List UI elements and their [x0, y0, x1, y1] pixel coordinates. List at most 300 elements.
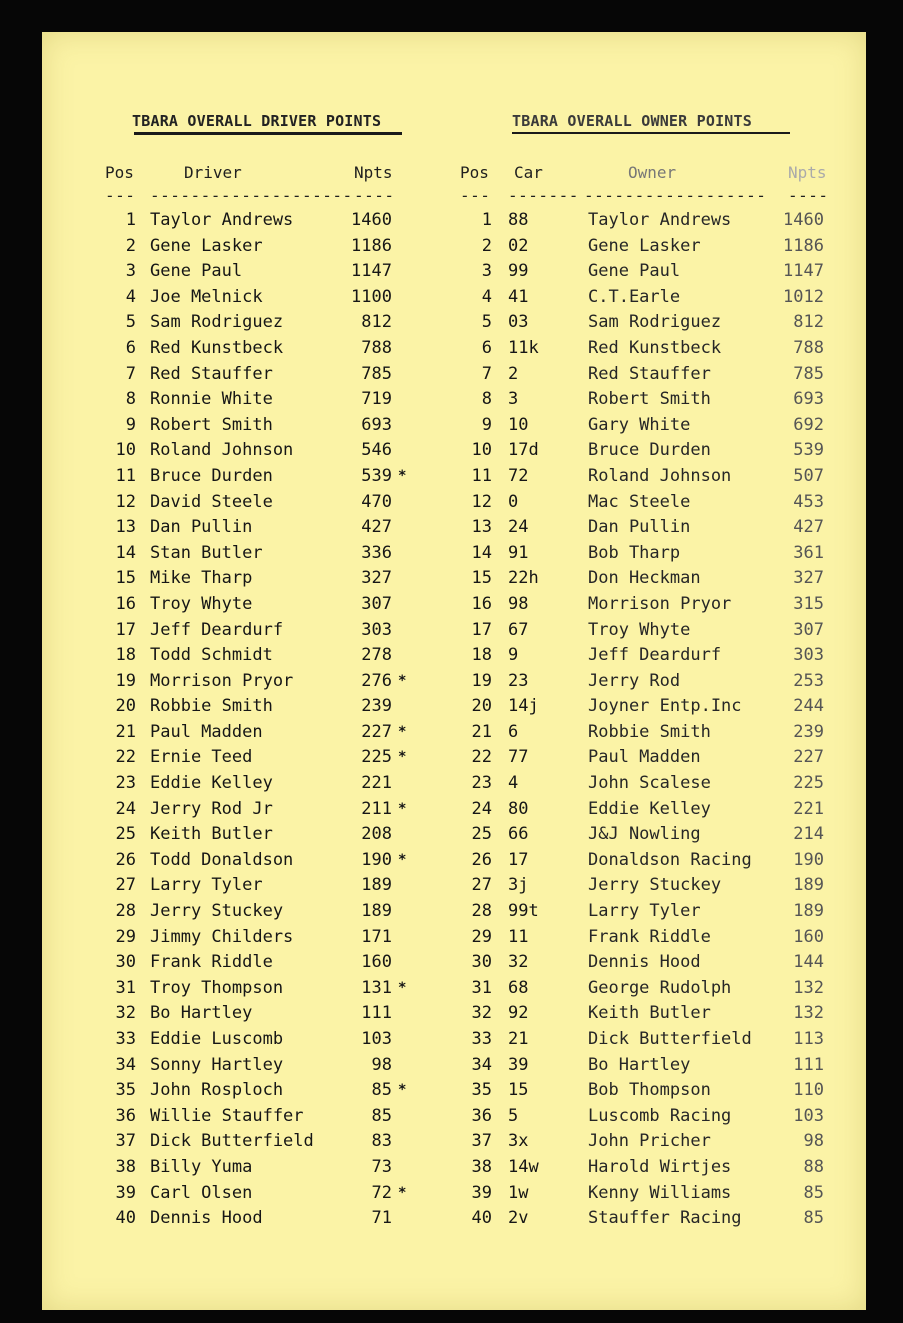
owner-name: Gary White — [588, 414, 691, 435]
owner-name: George Rudolph — [588, 977, 732, 998]
owner-npts: 132 — [793, 1003, 824, 1024]
owner-npts: 315 — [793, 593, 824, 614]
driver-star-mark: * — [398, 723, 407, 740]
driver-npts: 190 — [361, 849, 392, 870]
owner-npts: 103 — [793, 1105, 824, 1126]
driver-name: Red Kunstbeck — [150, 337, 284, 358]
owner-npts: 214 — [793, 824, 824, 845]
owner-name: Red Kunstbeck — [588, 337, 722, 358]
driver-npts: 98 — [371, 1054, 392, 1075]
owner-name: Gene Paul — [588, 261, 681, 282]
driver-npts: 131 — [361, 977, 392, 998]
driver-npts: 189 — [361, 875, 392, 896]
driver-star-mark: * — [398, 467, 407, 484]
owner-name: Don Heckman — [588, 568, 701, 589]
table-row — [42, 645, 866, 671]
owner-name: Jerry Stuckey — [588, 875, 722, 896]
driver-name: Dick Butterfield — [150, 1131, 314, 1152]
driver-pos: 25 — [115, 824, 136, 845]
driver-pos: 20 — [115, 696, 136, 717]
driver-name: Paul Madden — [150, 721, 263, 742]
driver-npts: 693 — [361, 414, 392, 435]
driver-pos: 5 — [125, 312, 136, 333]
car-number: 72 — [508, 465, 529, 486]
owner-npts: 539 — [793, 440, 824, 461]
owner-title-underline — [512, 132, 790, 134]
driver-name: Robbie Smith — [150, 696, 273, 717]
driver-name: Troy Thompson — [150, 977, 284, 998]
driver-name: Billy Yuma — [150, 1156, 253, 1177]
owner-name: Troy Whyte — [588, 619, 691, 640]
car-number: 03 — [508, 312, 529, 333]
driver-npts: 719 — [361, 389, 392, 410]
car-number: 2v — [508, 1208, 529, 1229]
driver-pos: 23 — [115, 773, 136, 794]
driver-pos: 18 — [115, 645, 136, 666]
car-number: 66 — [508, 824, 529, 845]
car-number: 14j — [508, 696, 539, 717]
owner-pos: 1 — [481, 210, 492, 230]
owner-name: John Scalese — [588, 773, 711, 794]
driver-name: Todd Schmidt — [150, 645, 273, 666]
driver-pos: 9 — [125, 414, 136, 435]
car-number: 68 — [508, 977, 529, 998]
owner-npts: 244 — [793, 696, 824, 717]
driver-npts: 1460 — [351, 210, 392, 230]
owner-npts: 132 — [793, 977, 824, 998]
driver-pos: 40 — [115, 1208, 136, 1229]
driver-name: Eddie Kelley — [150, 773, 273, 794]
owner-pos: 22 — [471, 747, 492, 768]
owner-npts: 307 — [793, 619, 824, 640]
driver-name: Sam Rodriguez — [150, 312, 284, 333]
car-number: 99t — [508, 901, 539, 922]
owner-name: C.T.Earle — [588, 286, 681, 307]
driver-pos: 29 — [115, 926, 136, 947]
owner-pos: 17 — [471, 619, 492, 640]
owner-name: Harold Wirtjes — [588, 1156, 732, 1177]
driver-name: Gene Paul — [150, 261, 243, 282]
driver-npts: 327 — [361, 568, 392, 589]
driver-npts: 546 — [361, 440, 392, 461]
owner-npts: 1012 — [783, 286, 824, 307]
driver-star-mark: * — [398, 979, 407, 996]
owner-npts: 1147 — [783, 261, 824, 282]
owner-name: Bo Hartley — [588, 1054, 691, 1075]
owner-npts: 812 — [793, 312, 824, 333]
owner-npts: 190 — [793, 849, 824, 870]
driver-pos: 12 — [115, 491, 136, 512]
car-number: 14w — [508, 1156, 539, 1177]
driver-pos: 8 — [125, 389, 136, 410]
owner-name: Mac Steele — [588, 491, 691, 512]
driver-name: Keith Butler — [150, 824, 273, 845]
driver-pos: 7 — [125, 363, 136, 384]
driver-pos: 10 — [115, 440, 136, 461]
driver-name: Jerry Rod Jr — [150, 798, 273, 819]
owner-name: Keith Butler — [588, 1003, 711, 1024]
table-row — [42, 850, 866, 876]
owner-pos: 2 — [481, 235, 492, 256]
owner-name: Dennis Hood — [588, 952, 701, 973]
driver-name: Roland Johnson — [150, 440, 294, 461]
owner-pos: 18 — [471, 645, 492, 666]
driver-npts: 111 — [361, 1003, 392, 1024]
driver-npts: 239 — [361, 696, 392, 717]
table-row — [42, 671, 866, 697]
driver-points-title: TBARA OVERALL DRIVER POINTS — [132, 112, 382, 130]
owner-npts: 221 — [793, 798, 824, 819]
driver-name: Jeff Deardurf — [150, 619, 284, 640]
driver-npts: 1186 — [351, 235, 392, 256]
owner-name: Eddie Kelley — [588, 798, 711, 819]
driver-pos: 24 — [115, 798, 136, 819]
driver-name: Mike Tharp — [150, 568, 253, 589]
owner-pos: 12 — [471, 491, 492, 512]
owner-npts: 225 — [793, 773, 824, 794]
driver-name: Jerry Stuckey — [150, 901, 284, 922]
dash-pos-owner: --- — [460, 186, 491, 205]
owner-npts: 453 — [793, 491, 824, 512]
driver-npts: 812 — [361, 312, 392, 333]
owner-npts: 227 — [793, 747, 824, 768]
driver-name: Eddie Luscomb — [150, 1029, 284, 1049]
driver-pos: 3 — [125, 261, 136, 282]
owner-name: Bruce Durden — [588, 440, 711, 461]
owner-name: Robert Smith — [588, 389, 711, 410]
driver-npts: 278 — [361, 645, 392, 666]
table-row — [42, 696, 866, 722]
driver-pos: 22 — [115, 747, 136, 768]
standings-table — [42, 210, 866, 1234]
driver-pos: 2 — [125, 235, 136, 256]
owner-name: Bob Tharp — [588, 542, 681, 563]
driver-npts: 72 — [371, 1182, 392, 1203]
driver-npts: 427 — [361, 517, 392, 538]
car-number: 23 — [508, 670, 529, 691]
owner-name: Frank Riddle — [588, 926, 711, 947]
owner-npts: 160 — [793, 926, 824, 947]
table-row — [42, 517, 866, 543]
driver-name: Carl Olsen — [150, 1182, 253, 1203]
owner-name: Robbie Smith — [588, 721, 711, 742]
driver-npts: 785 — [361, 363, 392, 384]
driver-pos: 6 — [125, 337, 136, 358]
driver-name: Red Stauffer — [150, 363, 273, 384]
driver-npts: 336 — [361, 542, 392, 563]
driver-name: David Steele — [150, 491, 273, 512]
table-row — [42, 620, 866, 646]
owner-pos: 30 — [471, 952, 492, 973]
owner-pos: 21 — [471, 721, 492, 742]
owner-name: Stauffer Racing — [588, 1208, 742, 1229]
driver-pos: 37 — [115, 1131, 136, 1152]
owner-pos: 26 — [471, 849, 492, 870]
driver-name: Ernie Teed — [150, 747, 253, 768]
owner-name: J&J Nowling — [588, 824, 701, 845]
owner-npts: 189 — [793, 875, 824, 896]
owner-pos: 16 — [471, 593, 492, 614]
driver-npts: 71 — [371, 1208, 392, 1229]
table-row — [42, 901, 866, 927]
table-row — [42, 389, 866, 415]
owner-npts: 85 — [803, 1182, 824, 1203]
driver-name: Frank Riddle — [150, 952, 273, 973]
driver-name: Sonny Hartley — [150, 1054, 284, 1075]
table-row — [42, 415, 866, 441]
car-number: 32 — [508, 952, 529, 973]
owner-pos: 34 — [471, 1054, 492, 1075]
car-number: 5 — [508, 1105, 519, 1126]
driver-name: Dan Pullin — [150, 517, 253, 538]
owner-name: Dan Pullin — [588, 517, 691, 538]
table-row — [42, 773, 866, 799]
owner-npts: 693 — [793, 389, 824, 410]
car-number: 02 — [508, 235, 529, 256]
driver-npts: 225 — [361, 747, 392, 768]
owner-pos: 36 — [471, 1105, 492, 1126]
table-row — [42, 952, 866, 978]
owner-name: Paul Madden — [588, 747, 701, 768]
owner-npts: 253 — [793, 670, 824, 691]
driver-name: Morrison Pryor — [150, 670, 294, 691]
car-number: 17d — [508, 440, 539, 461]
driver-npts: 788 — [361, 337, 392, 358]
car-number: 1w — [508, 1182, 529, 1203]
owner-npts: 427 — [793, 517, 824, 538]
car-number: 24 — [508, 517, 529, 538]
header-driver: Driver — [184, 163, 242, 182]
table-row — [42, 312, 866, 338]
driver-star-mark: * — [398, 800, 407, 817]
owner-npts: 189 — [793, 901, 824, 922]
owner-name: Joyner Entp.Inc — [588, 696, 742, 717]
driver-pos: 38 — [115, 1156, 136, 1177]
car-number: 11k — [508, 337, 539, 358]
owner-npts: 1186 — [783, 235, 824, 256]
table-row — [42, 568, 866, 594]
driver-star-mark: * — [398, 851, 407, 868]
driver-pos: 33 — [115, 1029, 136, 1049]
driver-npts: 227 — [361, 721, 392, 742]
header-npts-owner: Npts — [788, 163, 827, 182]
owner-name: Donaldson Racing — [588, 849, 752, 870]
driver-pos: 16 — [115, 593, 136, 614]
table-row — [42, 927, 866, 953]
driver-name: John Rosploch — [150, 1080, 284, 1101]
driver-star-mark: * — [398, 1184, 407, 1201]
driver-name: Robert Smith — [150, 414, 273, 435]
owner-pos: 15 — [471, 568, 492, 589]
car-number: 77 — [508, 747, 529, 768]
owner-name: Jeff Deardurf — [588, 645, 722, 666]
dash-owner: ------------------ — [584, 186, 767, 205]
table-row — [42, 824, 866, 850]
driver-npts: 303 — [361, 619, 392, 640]
points-sheet — [42, 32, 866, 1310]
owner-pos: 37 — [471, 1131, 492, 1152]
driver-star-mark: * — [398, 1082, 407, 1099]
owner-pos: 38 — [471, 1156, 492, 1177]
driver-npts: 1147 — [351, 261, 392, 282]
owner-name: Red Stauffer — [588, 363, 711, 384]
owner-npts: 110 — [793, 1080, 824, 1101]
driver-name: Bo Hartley — [150, 1003, 253, 1024]
driver-star-mark: * — [398, 749, 407, 766]
owner-npts: 507 — [793, 465, 824, 486]
car-number: 4 — [508, 773, 519, 794]
owner-name: Kenny Williams — [588, 1182, 732, 1203]
driver-pos: 19 — [115, 670, 136, 691]
table-row — [42, 799, 866, 825]
owner-name: Larry Tyler — [588, 901, 701, 922]
table-row — [42, 236, 866, 262]
driver-pos: 11 — [115, 465, 136, 486]
driver-npts: 276 — [361, 670, 392, 691]
car-number: 21 — [508, 1029, 529, 1049]
driver-npts: 160 — [361, 952, 392, 973]
table-row — [42, 722, 866, 748]
car-number: 15 — [508, 1080, 529, 1101]
car-number: 17 — [508, 849, 529, 870]
owner-npts: 303 — [793, 645, 824, 666]
car-number: 9 — [508, 645, 519, 666]
owner-pos: 13 — [471, 517, 492, 538]
table-row — [42, 338, 866, 364]
table-row — [42, 492, 866, 518]
driver-pos: 27 — [115, 875, 136, 896]
driver-npts: 103 — [361, 1029, 392, 1049]
owner-pos: 6 — [481, 337, 492, 358]
owner-npts: 239 — [793, 721, 824, 742]
car-number: 67 — [508, 619, 529, 640]
car-number: 0 — [508, 491, 519, 512]
driver-npts: 307 — [361, 593, 392, 614]
owner-pos: 4 — [481, 286, 492, 307]
dash-npts-owner: ---- — [788, 186, 829, 205]
owner-npts: 85 — [803, 1208, 824, 1229]
table-row — [42, 543, 866, 569]
driver-name: Willie Stauffer — [150, 1105, 304, 1126]
table-row — [42, 1183, 866, 1209]
car-number: 99 — [508, 261, 529, 282]
car-number: 11 — [508, 926, 529, 947]
driver-npts: 208 — [361, 824, 392, 845]
table-row — [42, 1029, 866, 1055]
owner-pos: 19 — [471, 670, 492, 691]
owner-pos: 5 — [481, 312, 492, 333]
driver-pos: 17 — [115, 619, 136, 640]
driver-name: Taylor Andrews — [150, 210, 294, 230]
owner-name: Jerry Rod — [588, 670, 681, 691]
table-row — [42, 978, 866, 1004]
owner-pos: 3 — [481, 261, 492, 282]
table-row — [42, 875, 866, 901]
owner-npts: 327 — [793, 568, 824, 589]
driver-npts: 85 — [371, 1080, 392, 1101]
driver-name: Larry Tyler — [150, 875, 263, 896]
header-pos: Pos — [105, 163, 134, 182]
driver-npts: 73 — [371, 1156, 392, 1177]
owner-pos: 9 — [481, 414, 492, 435]
table-row — [42, 210, 866, 236]
table-row — [42, 1080, 866, 1106]
driver-pos: 15 — [115, 568, 136, 589]
driver-pos: 4 — [125, 286, 136, 307]
driver-pos: 26 — [115, 849, 136, 870]
table-row — [42, 1055, 866, 1081]
owner-pos: 10 — [471, 440, 492, 461]
car-number: 3 — [508, 389, 519, 410]
car-number: 91 — [508, 542, 529, 563]
driver-pos: 35 — [115, 1080, 136, 1101]
owner-name: Morrison Pryor — [588, 593, 732, 614]
owner-name: Gene Lasker — [588, 235, 701, 256]
owner-npts: 111 — [793, 1054, 824, 1075]
driver-pos: 32 — [115, 1003, 136, 1024]
dash-npts: ---- — [354, 186, 395, 205]
table-row — [42, 1157, 866, 1183]
driver-pos: 34 — [115, 1054, 136, 1075]
driver-name: Joe Melnick — [150, 286, 263, 307]
owner-pos: 24 — [471, 798, 492, 819]
driver-name: Ronnie White — [150, 389, 273, 410]
owner-npts: 788 — [793, 337, 824, 358]
header-npts: Npts — [354, 163, 393, 182]
owner-pos: 7 — [481, 363, 492, 384]
table-row — [42, 1208, 866, 1234]
owner-pos: 40 — [471, 1208, 492, 1229]
owner-npts: 144 — [793, 952, 824, 973]
driver-npts: 85 — [371, 1105, 392, 1126]
owner-name: Bob Thompson — [588, 1080, 711, 1101]
owner-name: John Pricher — [588, 1131, 711, 1152]
driver-pos: 30 — [115, 952, 136, 973]
driver-npts: 1100 — [351, 286, 392, 307]
table-row — [42, 261, 866, 287]
owner-pos: 14 — [471, 542, 492, 563]
driver-npts: 189 — [361, 901, 392, 922]
driver-title-underline — [134, 132, 402, 135]
driver-npts: 171 — [361, 926, 392, 947]
driver-pos: 28 — [115, 901, 136, 922]
car-number: 98 — [508, 593, 529, 614]
table-row — [42, 1003, 866, 1029]
owner-pos: 25 — [471, 824, 492, 845]
owner-pos: 39 — [471, 1182, 492, 1203]
table-row — [42, 364, 866, 390]
owner-pos: 29 — [471, 926, 492, 947]
dash-driver: -------------------- — [150, 186, 353, 205]
driver-name: Jimmy Childers — [150, 926, 294, 947]
driver-name: Gene Lasker — [150, 235, 263, 256]
driver-name: Troy Whyte — [150, 593, 253, 614]
owner-npts: 692 — [793, 414, 824, 435]
car-number: 80 — [508, 798, 529, 819]
owner-pos: 31 — [471, 977, 492, 998]
car-number: 3x — [508, 1131, 529, 1152]
table-row — [42, 466, 866, 492]
header-owner: Owner — [628, 163, 677, 182]
driver-pos: 39 — [115, 1182, 136, 1203]
owner-npts: 361 — [793, 542, 824, 563]
driver-pos: 13 — [115, 517, 136, 538]
car-number: 10 — [508, 414, 529, 435]
driver-npts: 211 — [361, 798, 392, 819]
owner-pos: 23 — [471, 773, 492, 794]
owner-npts: 113 — [793, 1029, 824, 1049]
table-row — [42, 1106, 866, 1132]
